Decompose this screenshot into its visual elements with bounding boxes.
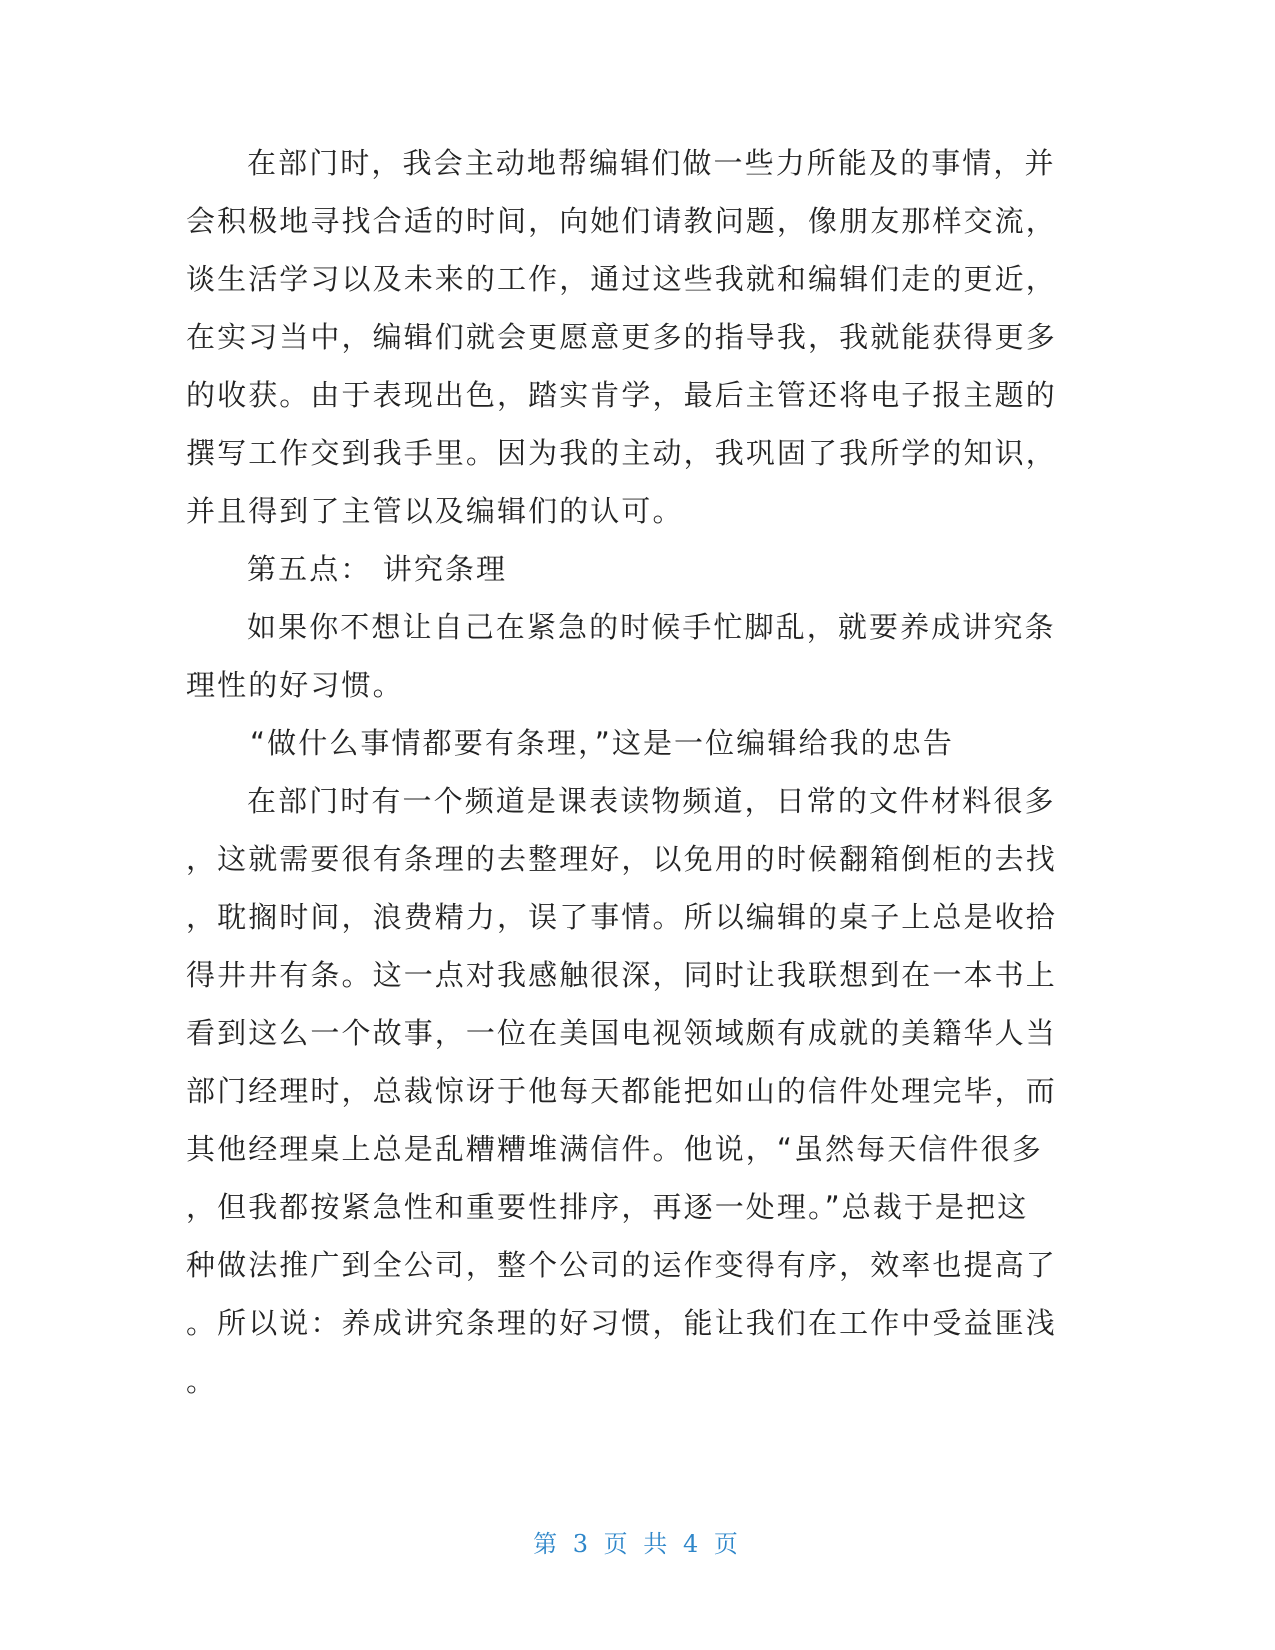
quote-line: “做什么事情都要有条理，”这是一位编辑给我的忠告 [250,726,954,760]
paragraph-line: ，耽搁时间，浪费精力，误了事情。所以编辑的桌子上总是收拾 [186,900,1057,934]
paragraph-line: 的收获。由于表现出色，踏实肯学，最后主管还将电子报主题的 [186,378,1057,412]
paragraph-line: 在实习当中，编辑们就会更愿意更多的指导我，我就能获得更多 [186,320,1057,354]
paragraph-line: 在部门时有一个频道是课表读物频道，日常的文件材料很多 [247,784,1056,818]
paragraph-line: 其他经理桌上总是乱糟糟堆满信件。他说，“虽然每天信件很多 [186,1132,1043,1166]
paragraph-line: ，但我都按紧急性和重要性排序，再逐一处理。”总裁于是把这 [186,1190,1029,1224]
paragraph-line: 在部门时，我会主动地帮编辑们做一些力所能及的事情，并 [247,146,1056,180]
paragraph-line: 撰写工作交到我手里。因为我的主动，我巩固了我所学的知识， [186,436,1057,470]
paragraph-line: 得井井有条。这一点对我感触很深，同时让我联想到在一本书上 [186,958,1057,992]
paragraph-line: ，这就需要很有条理的去整理好，以免用的时候翻箱倒柜的去找 [186,842,1057,876]
page-number-footer: 第 3 页 共 4 页 [533,1530,742,1558]
paragraph-line: 。所以说：养成讲究条理的好习惯，能让我们在工作中受益匪浅 [186,1306,1057,1340]
paragraph-line: 并且得到了主管以及编辑们的认可。 [186,494,684,528]
paragraph-line: 理性的好习惯。 [186,668,404,702]
paragraph-line: 会积极地寻找合适的时间，向她们请教问题，像朋友那样交流， [186,204,1057,238]
paragraph-line: 如果你不想让自己在紧急的时候手忙脚乱，就要养成讲究条 [247,610,1056,644]
paragraph-line: 部门经理时，总裁惊讶于他每天都能把如山的信件处理完毕，而 [186,1074,1057,1108]
paragraph-line: 。 [186,1364,218,1398]
section-heading: 第五点： 讲究条理 [247,552,508,586]
paragraph-line: 看到这么一个故事，一位在美国电视领域颇有成就的美籍华人当 [186,1016,1057,1050]
paragraph-line: 谈生活学习以及未来的工作，通过这些我就和编辑们走的更近， [186,262,1057,296]
paragraph-line: 种做法推广到全公司，整个公司的运作变得有序，效率也提高了 [186,1248,1057,1282]
